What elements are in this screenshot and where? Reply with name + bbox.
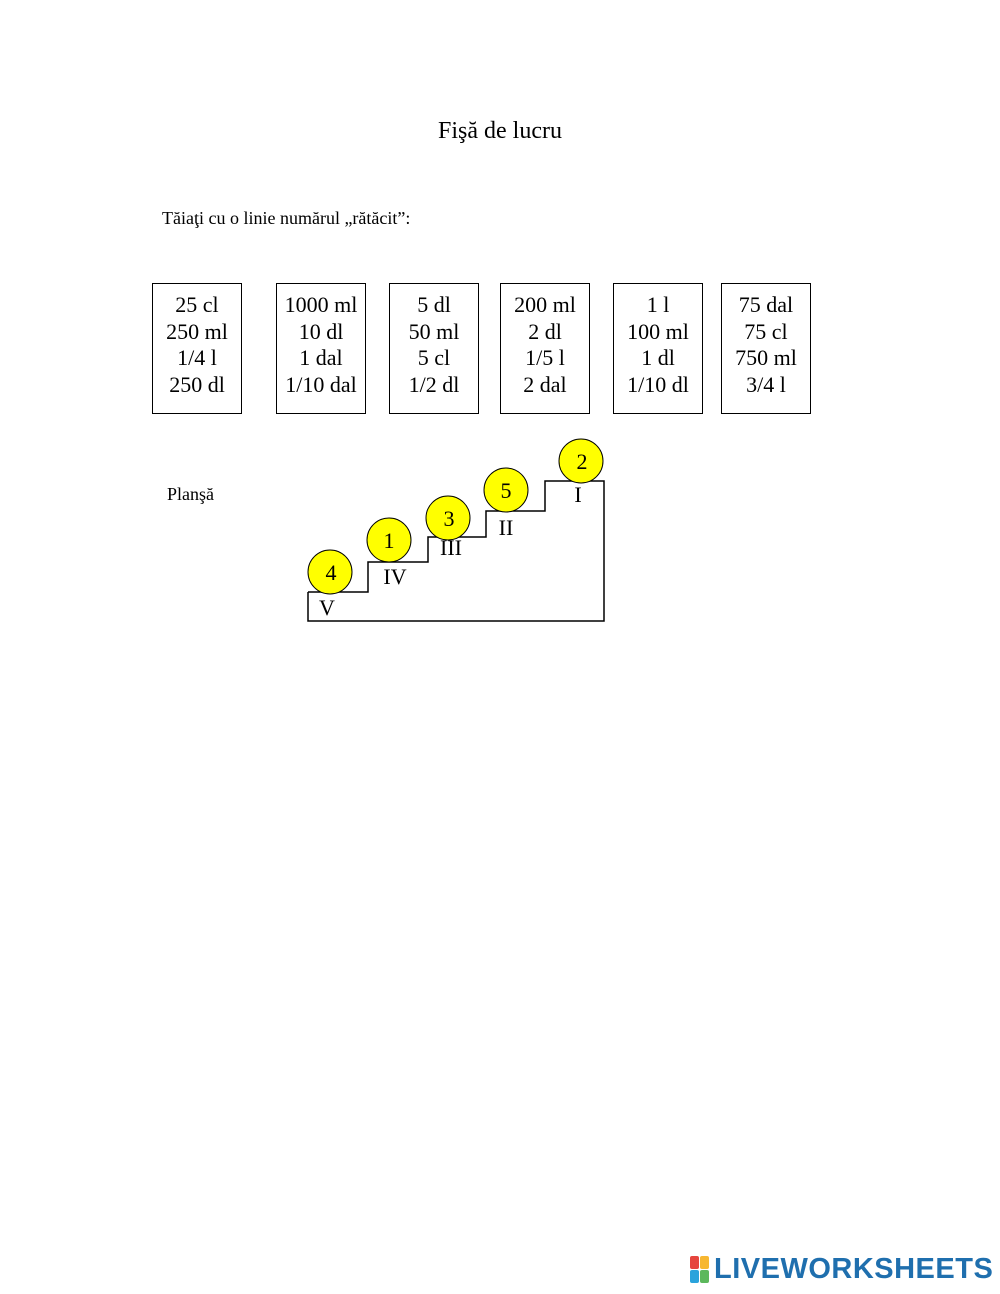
box-6-line-2[interactable]: 75 cl (744, 318, 788, 344)
box-5-line-3[interactable]: 1 dl (641, 345, 675, 370)
ball-label-v: 4 (325, 560, 337, 585)
box-5-line-4[interactable]: 1/10 dl (627, 371, 689, 397)
instruction-text: Tăiaţi cu o linie numărul „rătăcit”: (162, 208, 411, 228)
box-4-line-2[interactable]: 2 dl (528, 318, 562, 344)
step-label-iii: III (440, 535, 462, 560)
box-5-line-1[interactable]: 1 l (646, 292, 670, 317)
box-5-line-2[interactable]: 100 ml (627, 318, 689, 344)
box-2-line-1[interactable]: 1000 ml (284, 292, 358, 317)
box-1-line-3[interactable]: 1/4 l (177, 345, 217, 370)
plansa-label: Planşă (167, 484, 214, 504)
box-3-line-1[interactable]: 5 dl (417, 292, 451, 317)
page-title: Fişă de lucru (438, 118, 562, 144)
step-label-v: V (319, 595, 335, 620)
box-2-line-3[interactable]: 1 dal (299, 345, 343, 370)
box-4-line-4[interactable]: 2 dal (523, 371, 567, 397)
box-1-line-2[interactable]: 250 ml (166, 318, 228, 344)
box-4-line-1[interactable]: 200 ml (514, 292, 576, 317)
box-6-line-1[interactable]: 75 dal (738, 292, 794, 317)
box-2-line-2[interactable]: 10 dl (298, 318, 344, 344)
box-6-line-4[interactable]: 3/4 l (746, 371, 786, 397)
box-3-line-3[interactable]: 5 cl (417, 345, 451, 370)
logo-badge-icon (690, 1255, 710, 1283)
box-1-line-4[interactable]: 250 dl (169, 371, 225, 397)
box-6-line-3[interactable]: 750 ml (735, 345, 797, 370)
ball-label-ii: 5 (500, 478, 512, 503)
box-3-line-2[interactable]: 50 ml (408, 318, 460, 344)
box-2-line-4[interactable]: 1/10 dal (285, 371, 357, 397)
step-label-iv: IV (383, 564, 407, 589)
box-1-line-1[interactable]: 25 cl (175, 292, 219, 317)
box-3-line-4[interactable]: 1/2 dl (408, 371, 460, 397)
box-4-line-3[interactable]: 1/5 l (525, 345, 565, 370)
ball-label-iii: 3 (443, 506, 455, 531)
logo-text: LIVEWORKSHEETS (714, 1252, 994, 1285)
ball-label-i: 2 (576, 449, 588, 474)
ball-label-iv: 1 (383, 528, 395, 553)
step-label-ii: II (498, 515, 514, 540)
liveworksheets-logo (690, 1253, 993, 1285)
step-label-i: I (574, 482, 582, 507)
